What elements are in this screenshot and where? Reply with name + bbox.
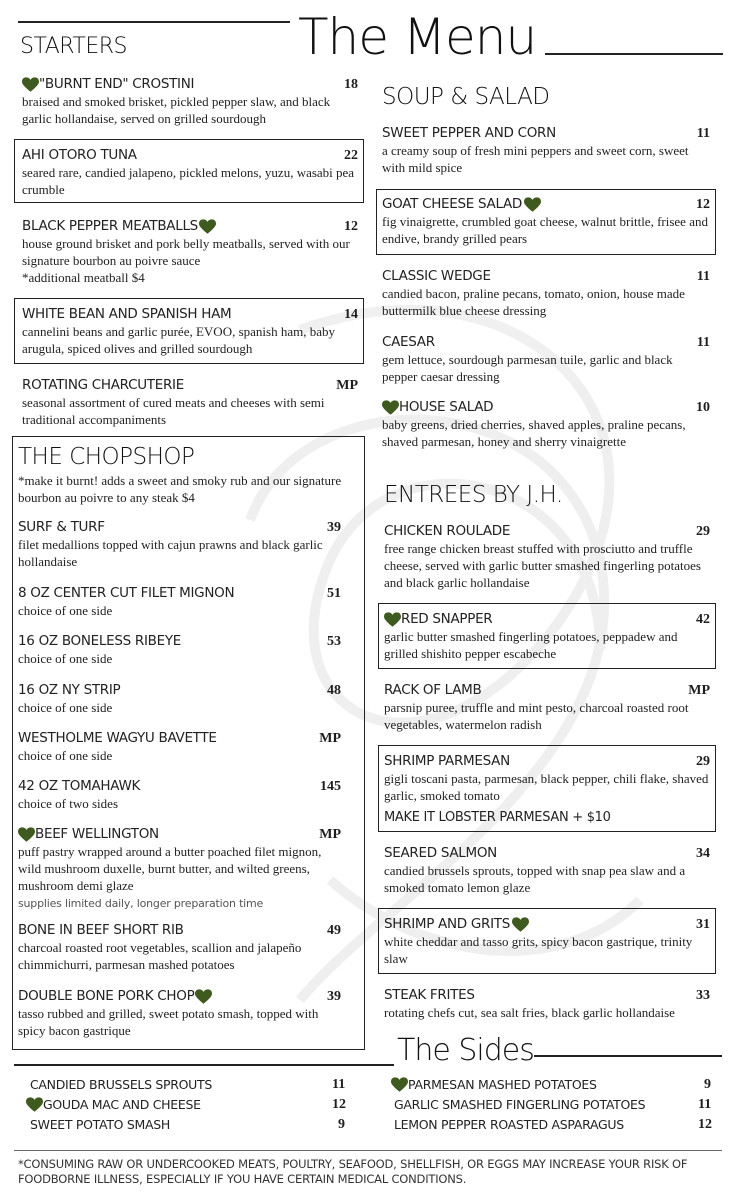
heart-icon [18,827,35,843]
item-description: garlic butter smashed fingerling potatoes, peppadew and grilled shishito pepper escabeche [384,629,678,661]
heart-icon [382,400,399,416]
item-name: 8 OZ CENTER CUT FILET MIGNON [18,585,235,601]
item-name: SWEET POTATO SMASH [30,1117,170,1132]
item-name: RACK OF LAMB [384,682,482,698]
entree-item [384,845,710,896]
item-price: 29 [696,524,710,539]
item-name: CHICKEN ROULADE [384,523,511,539]
chopshop-heading: THE CHOPSHOP [18,444,195,470]
chopshop-item [18,730,341,764]
item-description: rotating chefs cut, sea salt fries, black garlic hollandaise [384,1005,675,1020]
item-price: 11 [696,269,710,284]
heart-icon [384,612,401,628]
item-description: cannelini beans and garlic purée, EVOO, spanish ham, baby arugula, spiced olives and grilled sourdough [22,324,335,356]
salad-item [382,399,710,450]
item-description: seared rare, candied jalapeno, pickled melons, yuzu, wasabi pea crumble [22,165,355,197]
item-name: AHI OTORO TUNA [22,147,137,163]
chopshop-item [18,826,341,912]
side-item [30,1077,212,1093]
heart-icon [524,197,541,213]
chopshop-item [18,778,341,812]
item-description: fig vinaigrette, crumbled goat cheese, walnut brittle, frisee and endive, brandy grilled pears [382,214,708,246]
item-price: 11 [696,126,710,141]
salad-item [382,196,710,247]
item-name: CAESAR [382,334,435,350]
item-description: choice of one side [18,748,113,763]
item-description: house ground brisket and pork belly meatballs, served with our signature bourbon au poivre sauce [22,236,350,268]
item-price: 22 [344,148,358,163]
salad-item [382,268,710,319]
starter-item [22,377,358,428]
item-price: 12 [696,197,710,212]
item-price: 53 [327,634,341,649]
side-item [394,1097,645,1113]
chopshop-item [18,922,341,973]
item-description: candied brussels sprouts, topped with snap pea slaw and a smoked tomato lemon glaze [384,863,686,895]
item-price: 11 [698,1097,712,1112]
item-price: 145 [320,779,341,794]
item-name: LEMON PEPPER ROASTED ASPARAGUS [394,1117,624,1132]
entree-item [384,523,710,591]
item-description: a creamy soup of fresh mini peppers and sweet corn, sweet with mild spice [382,143,689,175]
entree-item [384,682,710,733]
item-description: choice of one side [18,651,113,666]
item-price: 11 [332,1077,346,1092]
starter-item [22,306,358,357]
item-description: candied bacon, praline pecans, tomato, onion, house made buttermilk blue cheese dressing [382,286,685,318]
item-price: 51 [327,586,341,601]
soup-salad-heading: SOUP & SALAD [382,84,550,110]
item-price: 9 [704,1077,711,1092]
item-description: braised and smoked brisket, pickled pepper slaw, and black garlic hollandaise, served on grilled sourdough [22,94,331,126]
item-description: choice of one side [18,700,113,715]
item-description: white cheddar and tasso grits, spicy bacon gastrique, trinity slaw [384,934,693,966]
item-name: BONE IN BEEF SHORT RIB [18,922,184,938]
item-price: MP [336,378,358,393]
heart-icon [512,917,529,933]
side-item [391,1077,597,1093]
title-rule-left [18,21,290,23]
item-description: seasonal assortment of cured meats and cheeses with semi traditional accompaniments [22,395,325,427]
sides-title: The Sides [397,1033,534,1068]
item-name: GOUDA MAC AND CHEESE [43,1097,201,1112]
item-price: MP [319,827,341,842]
item-description: gem lettuce, sourdough parmesan tuile, garlic and black pepper caesar dressing [382,352,673,384]
item-name: DOUBLE BONE PORK CHOP [18,988,195,1004]
item-price: 14 [344,307,358,322]
starter-item [22,76,358,127]
item-name: CLASSIC WEDGE [382,268,491,284]
item-name: SEARED SALMON [384,845,497,861]
item-price: 48 [327,683,341,698]
item-price: 42 [696,612,710,627]
item-name: SHRIMP AND GRITS [384,916,511,932]
starter-item [22,218,358,286]
item-price: 39 [327,520,341,535]
starter-item [22,147,358,198]
item-name: BEEF WELLINGTON [35,826,159,842]
salad-item [382,125,710,176]
item-price: 12 [332,1097,346,1112]
entree-item [384,753,710,826]
item-description: charcoal roasted root vegetables, scallion and jalapeño chimmichurri, parmesan mashed potatoes [18,940,302,972]
chopshop-item [18,585,341,619]
item-name: STEAK FRITES [384,987,475,1003]
side-item [26,1097,201,1113]
item-name: 16 OZ NY STRIP [18,682,121,698]
starters-heading: STARTERS [20,34,128,59]
heart-icon [391,1077,408,1093]
item-description: gigli toscani pasta, parmesan, black pepper, chili flake, shaved garlic, smoked tomato [384,771,709,803]
heart-icon [195,989,212,1005]
upgrade-label: MAKE IT LOBSTER PARMESAN + $10 [384,810,611,825]
chopshop-item [18,682,341,716]
item-name: 42 OZ TOMAHAWK [18,778,141,794]
item-name: PARMESAN MASHED POTATOES [408,1077,597,1092]
title-rule-right [545,53,723,55]
sides-rule-right [534,1055,722,1057]
item-name: GARLIC SMASHED FINGERLING POTATOES [394,1097,646,1112]
item-description: filet medallions topped with cajun prawns and black garlic hollandaise [18,537,323,569]
footer-rule [14,1150,722,1151]
item-price: 29 [696,754,710,769]
item-note: supplies limited daily, longer preparation time [18,897,264,910]
chopshop-item [18,633,341,667]
item-price: 9 [338,1117,345,1132]
item-name: RED SNAPPER [401,611,493,627]
item-name: "BURNT END" CROSTINI [39,76,195,92]
side-item [30,1117,170,1133]
item-note: *additional meatball $4 [22,270,145,285]
heart-icon [22,77,39,93]
salad-item [382,334,710,385]
item-name: BLACK PEPPER MEATBALLS [22,218,198,234]
item-price: MP [319,731,341,746]
item-price: 33 [696,988,710,1003]
entrees-heading: ENTREES BY J.H. [384,482,563,508]
item-price: MP [688,683,710,698]
item-description: tasso rubbed and grilled, sweet potato smash, topped with spicy bacon gastrique [18,1006,319,1038]
item-description: choice of two sides [18,796,119,811]
item-description: baby greens, dried cherries, shaved apples, praline pecans, shaved parmesan, honey and sherry vinaigrette [382,417,686,449]
item-price: 12 [698,1117,712,1132]
item-description: free range chicken breast stuffed with prosciutto and truffle cheese, served with garlic butter smashed fingerling potatoes and black garlic hollandaise [384,541,701,590]
item-price: 39 [327,989,341,1004]
entree-item [384,611,710,662]
item-description: choice of one side [18,603,113,618]
footer-disclaimer: *CONSUMING RAW OR UNDERCOOKED MEATS, POULTRY, SEAFOOD, SHELLFISH, OR EGGS MAY INCREASE YOUR RISK OF FOODBORNE ILLNESS, ESPECIALLY IF YOU HAVE CERTAIN MEDICAL CONDITIONS. [18,1157,688,1186]
item-price: 12 [344,219,358,234]
side-item [394,1117,624,1133]
item-name: HOUSE SALAD [399,399,494,415]
item-name: WHITE BEAN AND SPANISH HAM [22,306,232,322]
entree-item [384,987,710,1021]
item-description: puff pastry wrapped around a butter poached filet mignon, wild mushroom duxelle, burnt butter, and wilted greens, mushroom demi glaze [18,844,322,893]
item-name: WESTHOLME WAGYU BAVETTE [18,730,217,746]
item-price: 10 [696,400,710,415]
heart-icon [199,219,216,235]
item-name: GOAT CHEESE SALAD [382,196,523,212]
item-name: ROTATING CHARCUTERIE [22,377,184,393]
item-name: CANDIED BRUSSELS SPROUTS [30,1077,213,1092]
item-name: 16 OZ BONELESS RIBEYE [18,633,182,649]
menu-title: The Menu [298,8,537,66]
item-name: SWEET PEPPER AND CORN [382,125,556,141]
item-name: SURF & TURF [18,519,105,535]
upgrade-option [384,809,710,826]
item-price: 31 [696,917,710,932]
chopshop-item [18,519,341,570]
item-name: SHRIMP PARMESAN [384,753,510,769]
item-price: 11 [696,335,710,350]
item-price: 18 [344,77,358,92]
item-description: parsnip puree, truffle and mint pesto, charcoal roasted root vegetables, watermelon radish [384,700,689,732]
chopshop-item [18,988,341,1039]
heart-icon [26,1097,43,1113]
chopshop-intro: *make it burnt! adds a sweet and smoky rub and our signature bourbon au poivre to any steak $4 [18,473,342,505]
entree-item [384,916,710,967]
item-price: 49 [327,923,341,938]
sides-rule-left [14,1064,394,1066]
item-price: 34 [696,846,710,861]
